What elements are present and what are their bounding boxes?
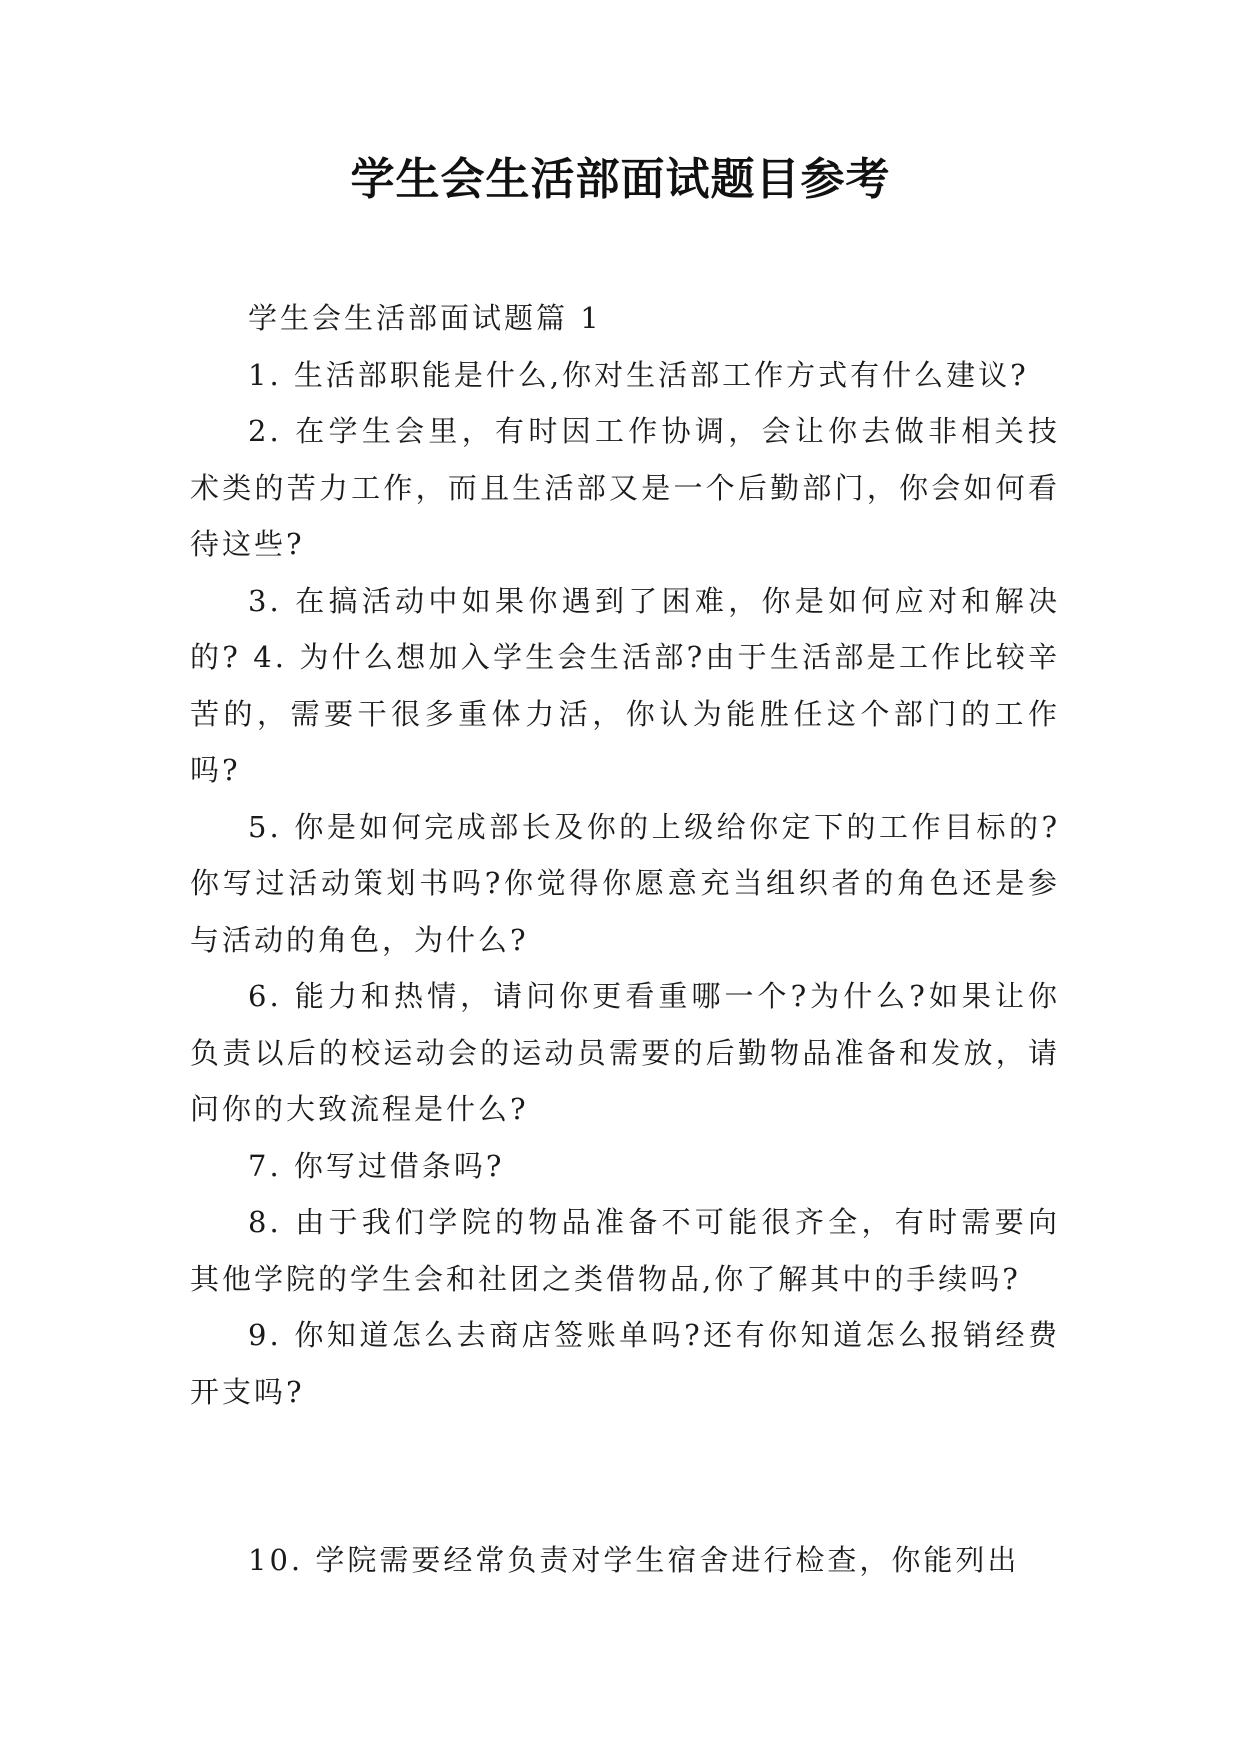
question-10: 10. 学院需要经常负责对学生宿舍进行检查，你能列出 — [248, 1543, 1020, 1577]
question-6: 6. 能力和热情，请问你更看重哪一个?为什么?如果让你负责以后的校运动会的运动员需要的后勤物品准备和发放，请问你的大致流程是什么? — [190, 979, 1060, 1126]
document-body — [190, 290, 1060, 1589]
question-8: 8. 由于我们学院的物品准备不可能很齐全，有时需要向其他学院的学生会和社团之类借物品,你了解其中的手续吗? — [190, 1205, 1060, 1296]
section-heading: 学生会生活部面试题篇 1 — [248, 301, 602, 335]
question-7: 7. 你写过借条吗? — [248, 1148, 505, 1183]
document-title: 学生会生活部面试题目参考 — [350, 154, 891, 205]
question-9: 9. 你知道怎么去商店签账单吗?还有你知道怎么报销经费开支吗? — [190, 1318, 1060, 1409]
question-3-4: 3. 在搞活动中如果你遇到了困难，你是如何应对和解决的? 4. 为什么想加入学生会生活部?由于生活部是工作比较辛苦的，需要干很多重体力活，你认为能胜任这个部门的工作吗? — [190, 583, 1060, 787]
question-1: 1. 生活部职能是什么,你对生活部工作方式有什么建议? — [248, 357, 1029, 392]
question-2: 2. 在学生会里，有时因工作协调，会让你去做非相关技术类的苦力工作，而且生活部又是一个后勤部门，你会如何看待这些? — [190, 414, 1060, 561]
question-5: 5. 你是如何完成部长及你的上级给你定下的工作目标的?你写过活动策划书吗?你觉得你愿意充当组织者的角色还是参与活动的角色，为什么? — [190, 809, 1060, 957]
